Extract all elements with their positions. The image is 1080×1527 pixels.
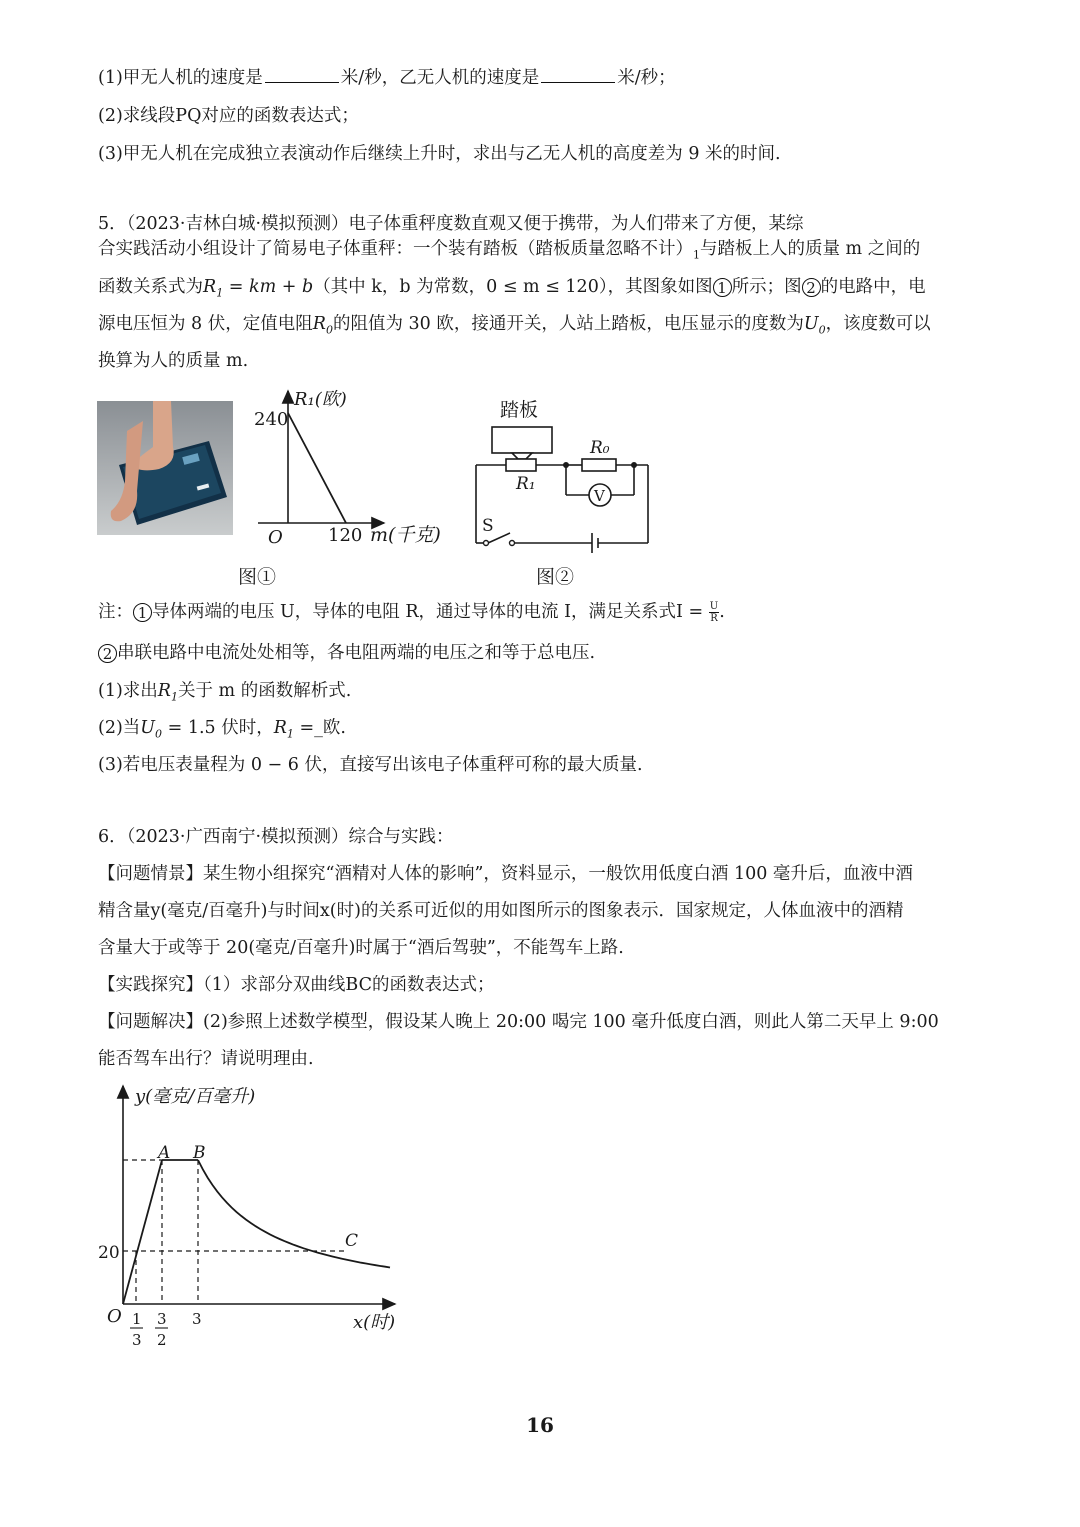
x-tick-1-3-num: 1: [132, 1310, 142, 1328]
p5-l2-b: 与踏板上人的质量 m 之间的: [700, 239, 921, 259]
r1-resistor: [506, 459, 536, 471]
p6-line-5: 【实践探究】（1）求部分双曲线BC的函数表达式；: [98, 975, 495, 995]
r1-line: [288, 413, 346, 523]
p5-l3-d: 的电路中，电: [820, 277, 926, 297]
p6-line-2: 【问题情景】某生物小组探究“酒精对人体的影响”，资料显示，一般饮用低度白酒 100 毫升后，血液中酒: [98, 864, 913, 884]
p5-l3-a: 函数关系式为: [98, 277, 203, 297]
page-number: 16: [526, 1413, 554, 1437]
point-label-b: B: [193, 1143, 206, 1163]
p5-l2-sub: 1: [693, 248, 700, 262]
note-prefix: 注：: [98, 602, 133, 622]
p5-line-1: 5．（2023·吉林白城·模拟预测）电子体重秤度数直观又便于携带，为人们带来了方便，某综: [98, 214, 804, 234]
p5-l4-c: ，该度数可以: [825, 314, 931, 334]
symbol-u0: $U_0$: [803, 314, 826, 337]
top-q3-line: (3)甲无人机在完成独立表演动作后继续上升时，求出与乙无人机的高度差为 9 米的时间.: [98, 144, 781, 164]
top-q1-text-a: (1)甲无人机的速度是: [98, 68, 263, 88]
figure-1-graph: [250, 385, 450, 555]
formula-r1-km-b: $R_1$: [203, 277, 224, 300]
fig1-origin: O: [268, 527, 283, 548]
fig2-r0-label: R₀: [590, 438, 610, 458]
note-circle-2: 2: [98, 644, 117, 663]
x-tick-1-3-den: 3: [132, 1331, 142, 1349]
p5-line-4: [98, 312, 931, 343]
fig1-caption: 图①: [238, 566, 277, 588]
fig2-r1-label: R₁: [516, 474, 536, 494]
fig2-switch-label: S: [482, 516, 494, 536]
p5-line-3: 函数关系式为$R_1$ = km + b（其中 k，b 为常数，0 ≤ m ≤ 120），其图象如图 1 所示；图 2 的电路中，电: [98, 277, 926, 300]
top-q1-text-c: 米/秒；: [617, 68, 676, 88]
top-q1-line: [98, 66, 676, 90]
p5-q1: (1)求出$R_1$关于 m 的函数解析式.: [98, 681, 352, 704]
fig1-x-max: 120: [328, 525, 363, 546]
top-q1-text-b: 米/秒，乙无人机的速度是: [340, 68, 540, 88]
point-label-c: C: [345, 1231, 359, 1251]
p5-l4-a: 源电压恒为 8 伏，定值电阻: [98, 314, 313, 334]
p5-note-1: 注： 1 导体两端的电压 U，导体的电阻 R，通过导体的电流 I，满足关系式I = $\frac{U}{R}$ .: [98, 601, 725, 624]
symbol-r0: $R_0$: [312, 314, 333, 337]
note-text-1: 导体两端的电压 U，导体的电阻 R，通过导体的电流 I，满足关系式I =: [152, 602, 704, 622]
note-text-2: 串联电路中电流处处相等，各电阻两端的电压之和等于总电压.: [117, 643, 596, 663]
top-q2-line: (2)求线段PQ对应的函数表达式；: [98, 106, 359, 126]
p6-line-7: 能否驾车出行？请说明理由.: [98, 1049, 314, 1069]
chart-y-label: y(毫克/百毫升): [135, 1086, 256, 1107]
scale-photo-image: [97, 401, 233, 535]
answer-blank: [265, 66, 339, 83]
p6-line-1: 6．（2023·广西南宁·模拟预测）综合与实践：: [98, 827, 454, 847]
x-tick-3: 3: [192, 1310, 202, 1328]
circle-2-ref: 2: [802, 278, 821, 297]
fig1-x-label: m(千克): [370, 524, 441, 546]
fig1-y-label: R₁(欧): [294, 389, 347, 410]
fig2-caption: 图②: [536, 566, 575, 588]
p5-l3-b: （其中 k，b 为常数，0 ≤ m ≤ 120），其图象如图: [313, 277, 713, 297]
fig2-voltmeter-label: V: [594, 487, 605, 505]
p5-l4-b: 的阻值为 30 欧，接通开关，人站上踏板，电压显示的度数为: [332, 314, 804, 334]
r0-resistor: [582, 459, 616, 471]
alcohol-chart: [95, 1080, 405, 1355]
segment-oa: [123, 1160, 162, 1304]
p5-l2-a: 合实践活动小组设计了简易电子体重秤：一个装有踏板（踏板质量忽略不计）: [98, 239, 693, 259]
answer-blank: [541, 66, 615, 83]
chart-y-tick-20: 20: [98, 1243, 120, 1263]
chart-x-label: x(时): [353, 1312, 396, 1333]
p5-q3: (3)若电压表量程为 0 − 6 伏，直接写出该电子体重秤可称的最大质量.: [98, 755, 643, 775]
x-tick-3-2-num: 3: [157, 1310, 167, 1328]
point-label-a: A: [158, 1143, 171, 1163]
formula-u-over-r: $\frac{U}{R}$: [709, 601, 719, 624]
chart-origin: O: [107, 1306, 122, 1327]
figure-2-circuit: [466, 393, 656, 558]
p5-l3-c: 所示；图: [731, 277, 802, 297]
circle-1-ref: 1: [713, 278, 732, 297]
pedal-box: [492, 427, 552, 453]
p5-line-2: [98, 237, 920, 268]
p5-q2: (2)当$U_0 = 1.5$ 伏时，$R_1$ =_欧.: [98, 718, 346, 741]
p5-note-2: [98, 641, 595, 665]
p6-line-3: 精含量y(毫克/百毫升)与时间x(时)的关系可近似的用如图所示的图象表示．国家规定，人体血液中的酒精: [98, 901, 904, 921]
p6-line-4: 含量大于或等于 20(毫克/百毫升)时属于“酒后驾驶”，不能驾车上路.: [98, 938, 624, 958]
p6-line-6: 【问题解决】(2)参照上述数学模型，假设某人晚上 20:00 喝完 100 毫升低度白酒，则此人第二天早上 9:00: [98, 1012, 939, 1032]
fig2-pedal-label: 踏板: [500, 399, 539, 421]
note-circle-1: 1: [133, 603, 152, 622]
x-tick-3-2-den: 2: [157, 1331, 167, 1349]
p5-line-5: 换算为人的质量 m.: [98, 351, 249, 371]
fig1-y-max: 240: [254, 409, 289, 430]
